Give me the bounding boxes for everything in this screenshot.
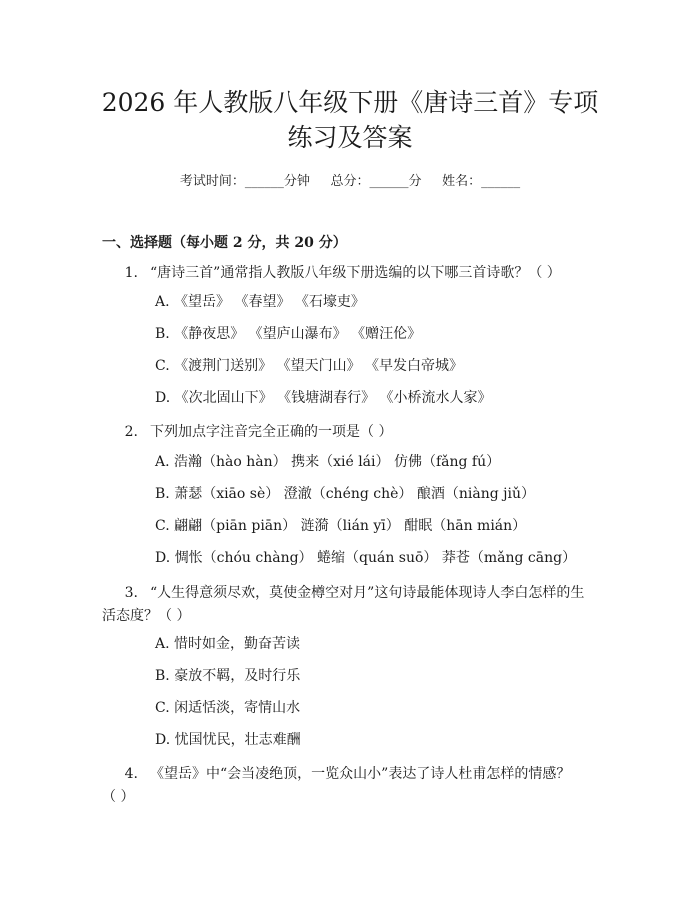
q3-option-c: C. 闲适恬淡，寄情山水 <box>155 700 301 716</box>
document-title-cont <box>60 119 640 157</box>
q1-option-d: D. 《次北固山下》 《钱塘湖春行》 《小桥流水人家》 <box>155 390 492 406</box>
q2-option-a: A. 浩瀚（hào hàn） 携来（xié lái） 仿佛（fǎng fú） <box>155 454 501 470</box>
q3-option-b: B. 豪放不羁，及时行乐 <box>155 668 301 684</box>
question-number: 3. <box>124 585 138 601</box>
question-1 <box>102 260 602 286</box>
q1-option-b: B. 《静夜思》 《望庐山瀑布》 《赠汪伦》 <box>155 326 422 342</box>
question-number: 1. <box>124 265 138 281</box>
q1-option-a: A. 《望岳》 《春望》 《石壕吏》 <box>155 294 365 310</box>
question-4-cont <box>102 784 602 810</box>
q2-option-c: C. 翩翩（piān piān） 涟漪（lián yī） 酣眠（hān mián） <box>155 518 527 534</box>
q3-option-d: D. 忧国忧民，壮志难酬 <box>155 732 301 748</box>
question-text: “唐诗三首”通常指人教版八年级下册选编的以下哪三首诗歌？（ ） <box>150 265 561 281</box>
question-text-cont: （ ） <box>102 789 135 805</box>
exam-meta: 考试时间：______分钟 总分：______分 姓名：______ <box>179 174 521 189</box>
question-text: “人生得意须尽欢，莫使金樽空对月”这句诗最能体现诗人李白怎样的生 <box>150 585 585 601</box>
question-text-cont: 活态度？（ ） <box>102 608 191 624</box>
document-title <box>60 84 640 122</box>
q3-option-a: A. 惜时如金，勤奋苦读 <box>155 636 301 652</box>
question-number: 4. <box>124 766 138 782</box>
question-text: 《望岳》中“会当凌绝顶，一览众山小”表达了诗人杜甫怎样的情感？ <box>150 766 571 782</box>
title-line-1: 2026 年人教版八年级下册《唐诗三首》专项 <box>101 88 599 117</box>
question-text: 下列加点字注音完全正确的一项是（ ） <box>150 424 393 440</box>
title-line-2: 练习及答案 <box>287 123 413 152</box>
section-heading-choice: 一、选择题（每小题 2 分，共 20 分） <box>102 235 347 251</box>
q1-option-c: C. 《渡荆门送别》 《望天门山》 《早发白帝城》 <box>155 358 464 374</box>
question-number: 2. <box>124 424 138 440</box>
question-2 <box>102 419 602 445</box>
question-3-cont <box>102 603 602 629</box>
q2-option-d: D. 惆怅（chóu chàng） 蜷缩（quán suō） 莽苍（mǎng cāng） <box>155 550 577 566</box>
q2-option-b: B. 萧瑟（xiāo sè） 澄澈（chéng chè） 酿酒（niàng jiǔ） <box>155 486 535 502</box>
